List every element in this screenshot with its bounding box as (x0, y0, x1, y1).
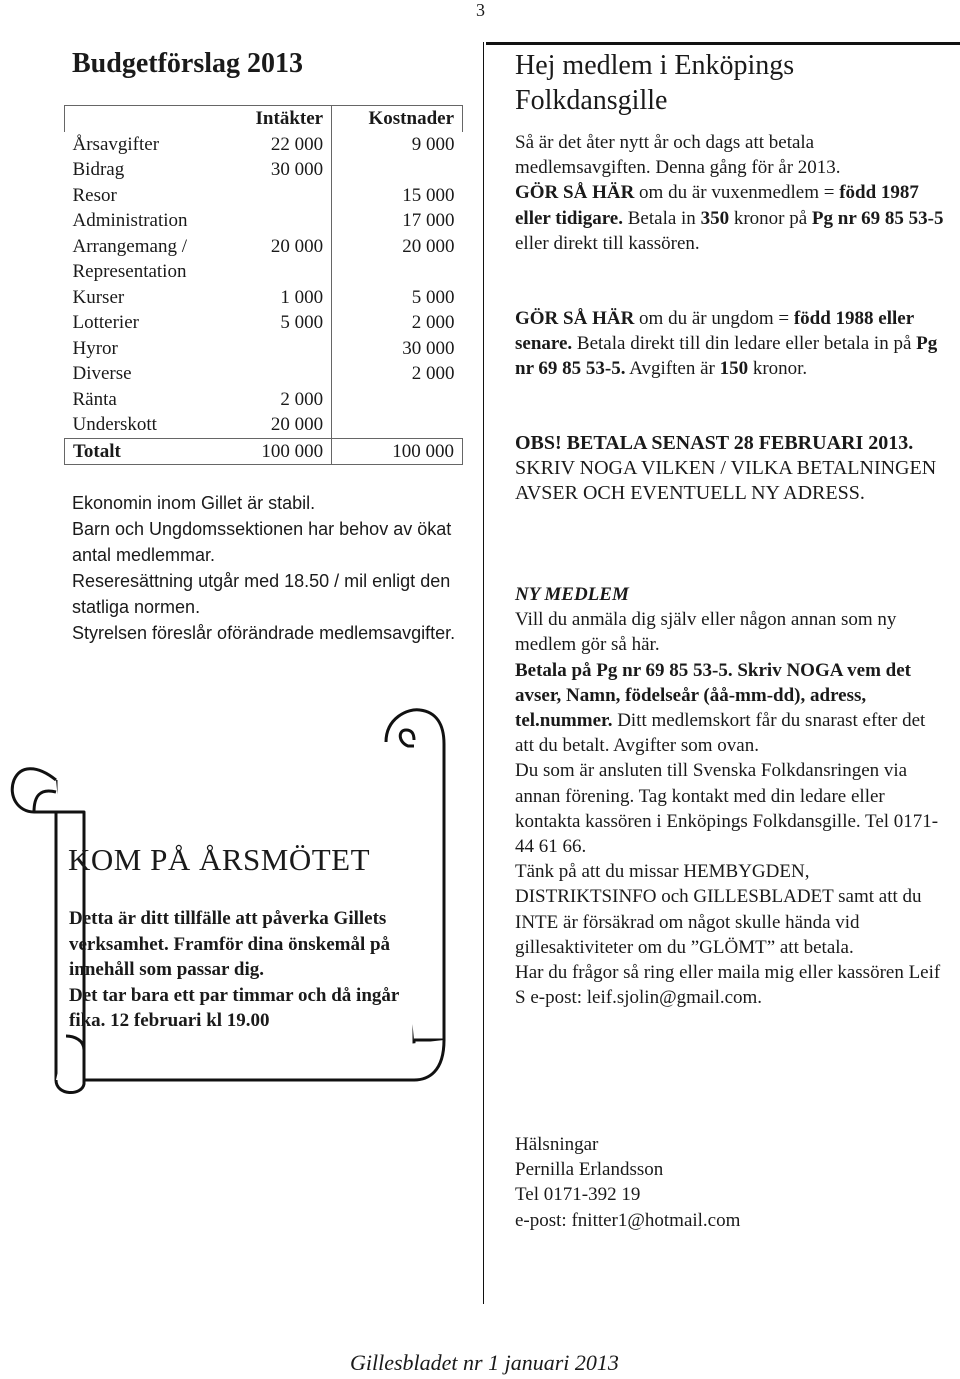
intro-text: om du är vuxenmedlem = (634, 182, 840, 204)
budget-row-label: Arrangemang / Representation (72, 235, 187, 282)
budget-row-label: Administration (72, 210, 188, 231)
intro-text: Betala in (623, 207, 701, 229)
new-member-paragraph: Du som är ansluten till Svenska Folkdansringen via annan förening. Tag kontakt med din ledare eller kontakta kassören i Enköpings Folkdansgille. Tel 0171-44 61 66. (515, 760, 939, 858)
annual-meeting-text (69, 906, 429, 1034)
budget-row-cost (332, 412, 463, 438)
intro-bold: GÖR SÅ HÄR (515, 182, 635, 204)
budget-row-label: Resor (72, 184, 117, 206)
budget-row-income: 20 000 (220, 412, 331, 438)
annual-meeting-title: KOM PÅ ÅRSMÖTET (68, 842, 371, 877)
budget-total-cost: 100 000 (332, 438, 463, 465)
budget-row (65, 336, 463, 362)
budget-row-label: Diverse (72, 363, 132, 384)
youth-bold: GÖR SÅ HÄR (515, 308, 635, 329)
economy-paragraph: Barn och Ungdomssektionen har behov av ökat antal medlemmar. (72, 519, 452, 565)
budget-table (64, 105, 463, 465)
budget-row (65, 132, 463, 158)
new-member-bold: Betala på Pg nr 69 85 53-5. Skriv NOGA vem det avser, Namn, födelseår (åå-mm-dd), adress, tel.nummer. (515, 659, 912, 732)
obs-paragraph (515, 431, 945, 507)
signature-block (515, 1132, 945, 1233)
budget-row (65, 387, 463, 413)
signature-name: Pernilla Erlandsson (515, 1159, 664, 1181)
budget-row-cost (332, 387, 463, 413)
youth-bold: född 1988 eller senare. (515, 308, 914, 355)
new-member-paragraph: Har du frågor så ring eller maila mig eller kassören Leif S e-post: leif.sjolin@gmail.com. (515, 962, 941, 1009)
signature-phone: Tel 0171-392 19 (515, 1184, 641, 1206)
budget-header-cost: Kostnader (332, 106, 463, 132)
annual-meeting-line: Det tar bara ett par timmar och då ingår fika. 12 februari kl 19.00 (69, 984, 399, 1031)
budget-title: Budgetförslag 2013 (72, 48, 303, 79)
youth-text: Betala direkt till din ledare eller betala in på (572, 333, 917, 355)
budget-header-row (65, 106, 463, 132)
budget-row-cost: 17 000 (402, 210, 455, 231)
budget-row-label: Underskott (72, 414, 157, 435)
welcome-title: Hej medlem i Enköpings Folkdansgille (515, 50, 795, 116)
youth-text: kronor. (748, 358, 808, 380)
new-member-heading: NY MEDLEM (515, 584, 629, 605)
budget-row-cost: 20 000 (402, 235, 455, 257)
obs-text: SKRIV NOGA VILKEN / VILKA BETALNINGEN AVSER OCH EVENTUELL NY ADRESS. (515, 457, 937, 505)
budget-row-label: Kurser (72, 286, 125, 308)
budget-row-income: 2 000 (220, 387, 331, 413)
economy-paragraph: Reseresättning utgår med 18.50 / mil enligt den statliga normen. (72, 571, 451, 617)
new-member-paragraph: Tänk på att du missar HEMBYGDEN, DISTRIKTSINFO och GILLESBLADET samt att du INTE är försäkrad om något skulle hända vid gillesaktiviteter om du ”GLÖMT” att betala. (515, 861, 922, 958)
budget-row-cost (332, 157, 463, 183)
economy-paragraph: Ekonomin inom Gillet är stabil. (72, 493, 316, 513)
budget-total-income: 100 000 (220, 438, 331, 465)
budget-header-income: Intäkter (220, 106, 331, 132)
budget-row-income: 5 000 (220, 310, 331, 336)
budget-row-label: Hyror (72, 337, 118, 359)
budget-row (65, 285, 463, 311)
budget-row (65, 310, 463, 336)
budget-row-label: Ränta (72, 388, 117, 410)
page-number: 3 (476, 0, 485, 20)
budget-row-income: 30 000 (220, 157, 331, 183)
budget-row (65, 208, 463, 234)
budget-row-cost: 30 000 (402, 337, 455, 359)
budget-row (65, 183, 463, 209)
youth-text: Avgiften är (625, 358, 720, 380)
scroll-banner-icon (0, 700, 470, 1095)
budget-row (65, 157, 463, 183)
budget-header-blank (65, 106, 221, 132)
economy-paragraph: Styrelsen föreslår oförändrade medlemsavgifter. (72, 623, 456, 643)
budget-row (65, 412, 463, 438)
budget-row-label: Årsavgifter (72, 133, 160, 155)
budget-total-row (65, 438, 463, 465)
budget-row-income (220, 361, 331, 387)
budget-row (65, 361, 463, 387)
budget-row-label: Bidrag (72, 159, 125, 180)
intro-text: kronor på (729, 207, 812, 229)
intro-text: eller direkt till kassören. (515, 232, 700, 254)
intro-paragraph (515, 130, 945, 256)
signature-email: e-post: fnitter1@hotmail.com (515, 1209, 741, 1231)
intro-bold: Pg nr 69 85 53-5 (811, 207, 944, 229)
budget-row-cost: 9 000 (411, 133, 455, 155)
signature-greeting: Hälsningar (515, 1134, 599, 1155)
budget-row-cost: 15 000 (402, 184, 455, 206)
newsletter-footer: Gillesbladet nr 1 januari 2013 (350, 1350, 619, 1375)
new-member-section (515, 582, 945, 1010)
budget-row-income: 22 000 (220, 132, 331, 158)
budget-row-income: 1 000 (220, 285, 331, 311)
youth-paragraph (515, 306, 945, 382)
intro-text: Så är det åter nytt år och dags att betala medlemsavgiften. Denna gång för år 2013. (515, 132, 841, 179)
budget-row-income (220, 336, 331, 362)
economy-text (72, 490, 462, 646)
budget-row-income (220, 183, 331, 209)
budget-row-cost: 2 000 (411, 312, 455, 333)
budget-row-cost: 5 000 (411, 286, 455, 308)
youth-bold: Pg nr 69 85 53-5. (515, 333, 938, 380)
budget-row (65, 234, 463, 285)
budget-row-income (220, 208, 331, 234)
intro-bold: 350 (700, 207, 730, 229)
budget-row-income: 20 000 (220, 234, 331, 285)
youth-bold: 150 (719, 358, 749, 380)
youth-text: om du är ungdom = (634, 308, 794, 329)
intro-bold: född 1987 eller tidigare. (515, 182, 919, 229)
new-member-text: Ditt medlemskort får du snarast efter det att du betalt. Avgifter som ovan. (515, 710, 926, 757)
obs-bold: OBS! BETALA SENAST 28 FEBRUARI 2013. (515, 432, 914, 454)
budget-total-label: Totalt (65, 438, 221, 465)
budget-row-label: Lotterier (72, 312, 139, 333)
new-member-text: Vill du anmäla dig själv eller någon annan som ny medlem gör så här. (515, 609, 897, 656)
column-divider (483, 42, 484, 1304)
top-rule (486, 42, 960, 45)
budget-row-cost: 2 000 (411, 363, 455, 384)
annual-meeting-line: Detta är ditt tillfälle att påverka Gillets verksamhet. Framför dina önskemål på innehåll som passar dig. (69, 908, 391, 980)
